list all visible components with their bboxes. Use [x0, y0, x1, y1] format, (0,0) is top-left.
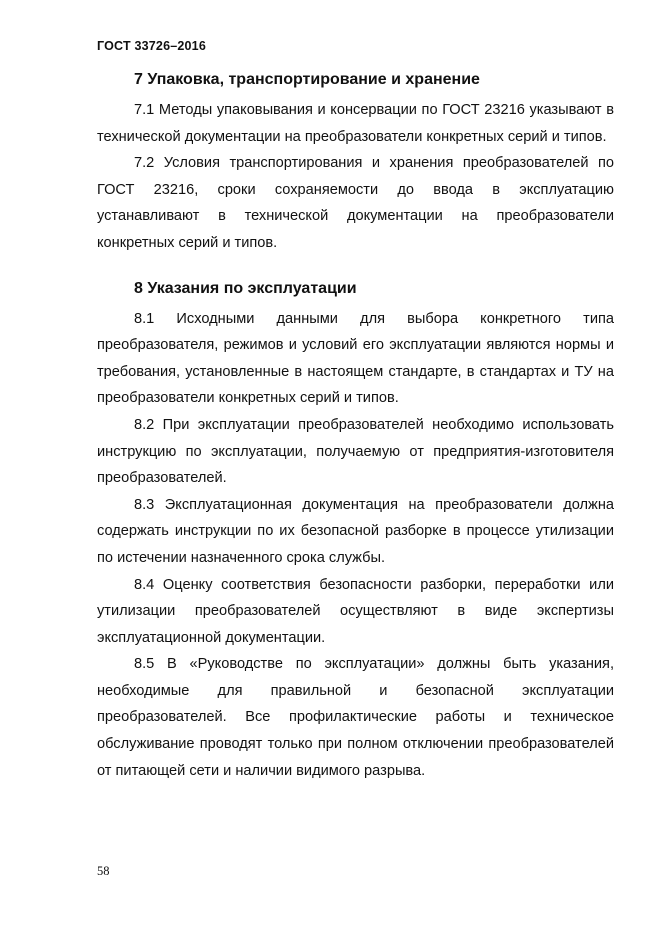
paragraph-8-4: 8.4 Оценку соответствия безопасности разборки, переработки или утилизации преобразователей осуществляют в виде экспертизы эксплуатационной документации.	[97, 576, 614, 646]
page-content	[97, 66, 614, 784]
standard-code-header: ГОСТ 33726–2016	[97, 39, 206, 53]
paragraph-8-2: 8.2 При эксплуатации преобразователей необходимо использовать инструкцию по эксплуатации, получаемую от предприятия-изготовителя преобразователей.	[97, 416, 614, 487]
page-number: 58	[97, 864, 110, 878]
paragraph-8-1: 8.1 Исходными данными для выбора конкретного типа преобразователя, режимов и условий его эксплуатации являются нормы и требования, установленные в настоящем стандарте, в стандартах и ТУ на преобразователи конкретных серий и типов.	[97, 310, 614, 407]
paragraph-7-2: 7.2 Условия транспортирования и хранения преобразователей по ГОСТ 23216, сроки сохраняемости до ввода в эксплуатацию устанавливают в технической документации на преобразователи конкретных серий и типов.	[97, 155, 614, 251]
paragraph-8-5: 8.5 В «Руководстве по эксплуатации» должны быть указания, необходимые для правильной и безопасной эксплуатации преобразователей. Все профилактические работы и техническое обслуживание проводят только при полном отключении преобразователей от питающей сети и наличии видимого разрыва.	[97, 656, 614, 779]
section-operation-instructions	[97, 275, 614, 785]
section-title: 7 Упаковка, транспортирование и хранение	[134, 71, 480, 88]
section-packaging-transport-storage	[97, 66, 614, 257]
paragraph-8-3: 8.3 Эксплуатационная документация на преобразователи должна содержать инструкции по их безопасной разборке в процессе утилизации по истечении назначенного срока службы.	[97, 496, 614, 566]
paragraph-7-1: 7.1 Методы упаковывания и консервации по ГОСТ 23216 указывают в технической документации на преобразователи конкретных серий и типов.	[97, 102, 614, 145]
section-title: 8 Указания по эксплуатации	[134, 279, 357, 297]
